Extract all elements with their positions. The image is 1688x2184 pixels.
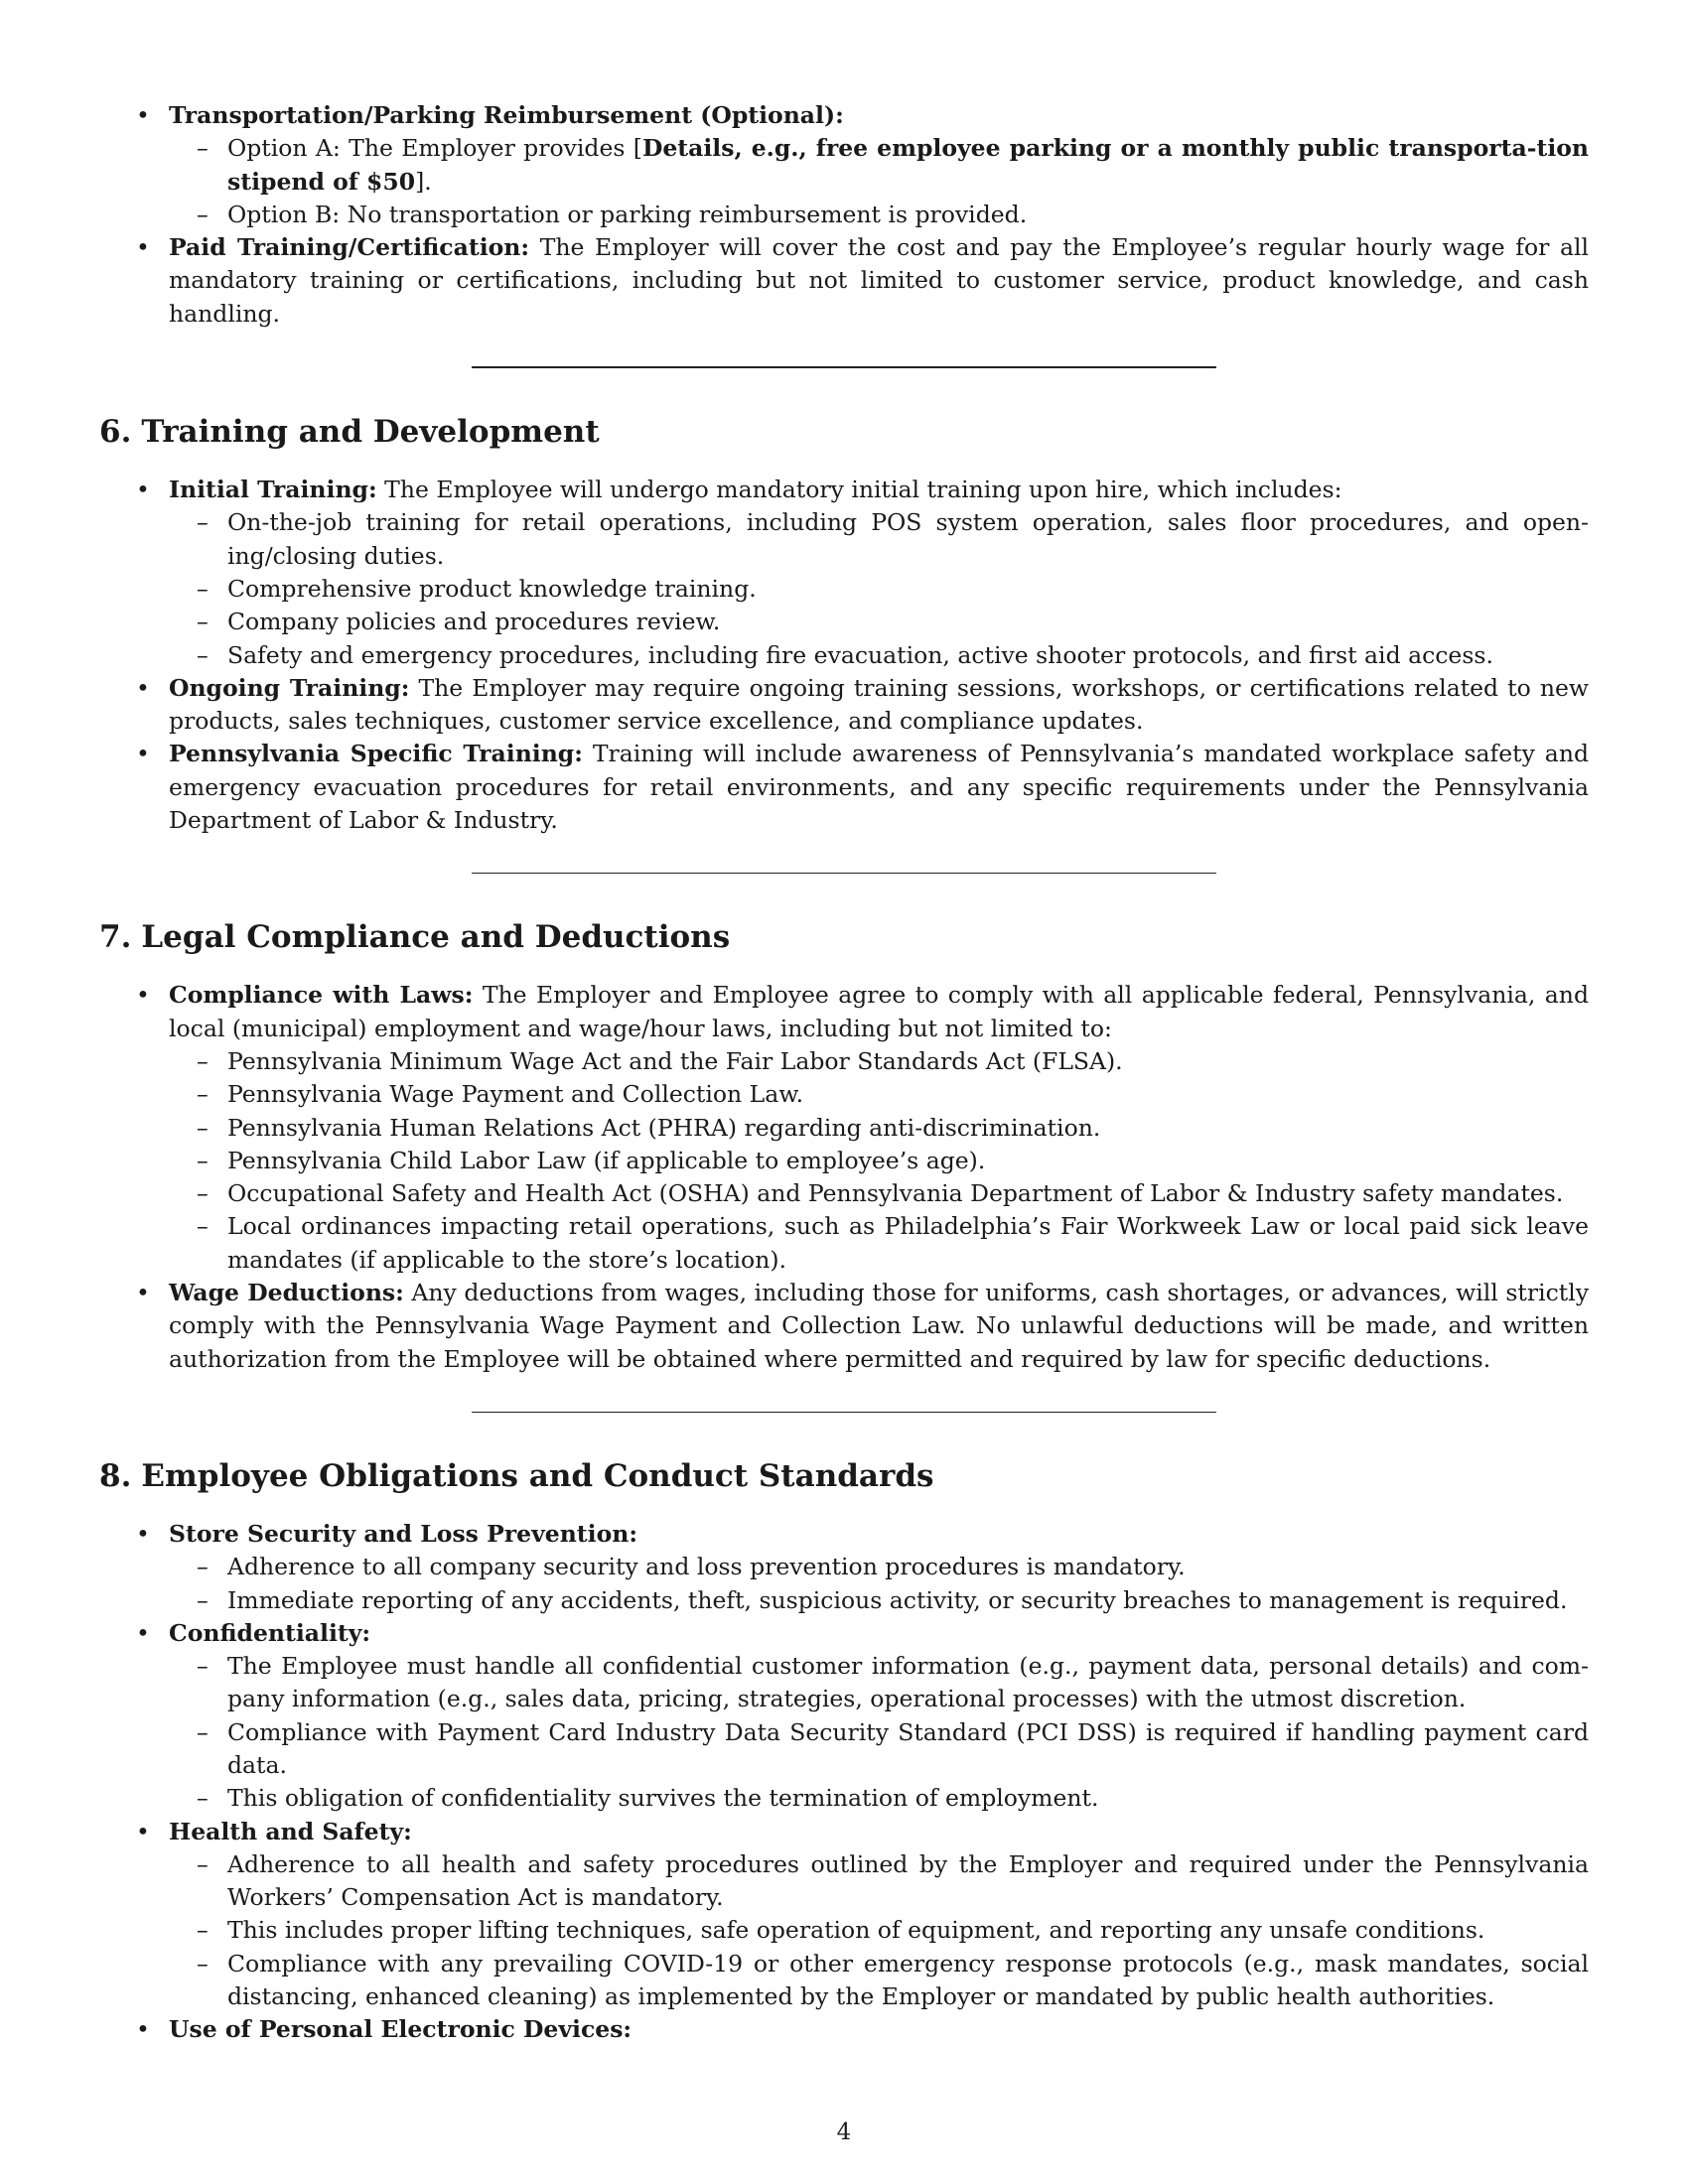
sub-item-text: Pennsylvania Minimum Wage Act and the Fair Labor Standards Act (FLSA). <box>227 1046 1123 1075</box>
sub-list-item <box>169 1948 1589 2014</box>
item-label: Paid Training/Certification: <box>169 233 530 262</box>
dash-icon: – <box>197 640 209 669</box>
list-item <box>99 2013 1589 2046</box>
section-number: 6. <box>99 414 132 451</box>
sub-item-text: Company policies and procedures review. <box>227 608 721 636</box>
sub-list-item <box>169 1782 1589 1815</box>
dash-icon: – <box>197 200 209 228</box>
sub-list <box>169 1045 1589 1277</box>
bullet-icon: • <box>136 1279 150 1307</box>
section-number: 7. <box>99 919 132 956</box>
section-title-text: Employee Obligations and Conduct Standards <box>141 1457 934 1494</box>
sub-list-item <box>169 1848 1589 1915</box>
sub-list-item <box>169 1177 1589 1210</box>
list-item <box>99 1518 1589 1617</box>
section-title <box>99 917 1589 957</box>
item-text: The Employer will cover the cost and pay the Employee’s regular hourly wage for all mandatory training or certifications, including but not limited to customer service, product knowledge, and cash handling. <box>169 233 1589 328</box>
sub-list-item <box>169 199 1589 231</box>
item-text: The Employee will undergo mandatory initial training upon hire, which includes: <box>384 476 1342 504</box>
item-text: The Employer may require ongoing training sessions, workshops, or certifications related to new products, sales techniques, customer service excellence, and compliance updates. <box>169 673 1589 736</box>
section-title <box>99 1456 1589 1496</box>
sub-item-text: Occupational Safety and Health Act (OSHA) and Pennsylvania Department of Labor & Industry safety mandates. <box>227 1179 1564 1208</box>
item-label: Ongoing Training: <box>169 673 410 702</box>
item-label: Transportation/Parking Reimbursement (Optional): <box>169 101 844 129</box>
dash-icon: – <box>197 1652 209 1681</box>
list-item <box>99 231 1589 331</box>
dash-icon: – <box>197 1916 209 1945</box>
bullet-icon: • <box>136 476 150 504</box>
dash-icon: – <box>197 1179 209 1208</box>
section-divider <box>472 873 1216 874</box>
list-item <box>99 1277 1589 1376</box>
sub-item-text: Safety and emergency procedures, including fire evacuation, active shooter protocols, and first aid access. <box>227 640 1493 669</box>
item-text: Any deductions from wages, including those for uniforms, cash shortages, or advances, will strictly comply with the Pennsylvania Wage Payment and Collection Law. No unlawful deductions will be made, and written authorization from the Employee will be obtained where permitted and required by law for specific deductions. <box>169 1279 1589 1373</box>
sub-item-text: Compliance with any prevailing COVID-19 or other emergency response protocols (e.g., mask mandates, social distancing, enhanced cleaning) as implemented by the Employer or mandated by public health authorities. <box>227 1949 1589 2011</box>
section-title-text: Training and Development <box>141 414 600 451</box>
sub-list-item <box>169 1584 1589 1617</box>
placeholder-details: Details, e.g., free employee parking or a monthly public transporta-tion stipend of $50 <box>227 134 1590 196</box>
list-item <box>99 474 1589 672</box>
sub-item-text: This includes proper lifting techniques, safe operation of equipment, and reporting any unsafe conditions. <box>227 1916 1485 1945</box>
dash-icon: – <box>197 508 209 537</box>
dash-icon: – <box>197 1212 209 1241</box>
dash-icon: – <box>197 1080 209 1109</box>
item-label: Initial Training: <box>169 476 377 504</box>
list-item <box>99 979 1589 1277</box>
dash-icon: – <box>197 1784 209 1813</box>
section-divider <box>472 366 1216 368</box>
sub-list <box>169 1551 1589 1617</box>
list-item <box>99 1617 1589 1816</box>
section-number: 8. <box>99 1457 132 1494</box>
item-label: Wage Deductions: <box>169 1279 404 1307</box>
sub-list-item <box>169 1551 1589 1583</box>
sub-list-item <box>169 1914 1589 1947</box>
sub-list <box>169 1848 1589 2013</box>
dash-icon: – <box>197 1146 209 1174</box>
bullet-icon: • <box>136 1817 150 1845</box>
page-number: 4 <box>836 2119 852 2145</box>
sub-item-text: Option B: No transportation or parking reimbursement is provided. <box>227 200 1028 228</box>
sub-item-text: The Employee must handle all confidential customer information (e.g., payment data, personal details) and com-pany information (e.g., sales data, pricing, strategies, operational processes) with the utmost discretion. <box>227 1652 1589 1713</box>
sub-item-text: Pennsylvania Child Labor Law (if applicable to employee’s age). <box>227 1146 986 1174</box>
section-divider <box>472 1412 1216 1413</box>
section-list <box>99 1518 1589 2047</box>
sub-item-text: ]. <box>415 167 432 196</box>
item-text: Training will include awareness of Pennsylvania’s mandated workplace safety and emergency evacuation procedures for retail environments, and any specific requirements under the Pennsylvania Department of Labor & Industry. <box>169 740 1589 835</box>
document-page <box>99 99 1589 2047</box>
sub-item-text: Pennsylvania Human Relations Act (PHRA) regarding anti-discrimination. <box>227 1113 1101 1142</box>
sub-list <box>169 1650 1589 1815</box>
section-list <box>99 474 1589 837</box>
sub-list-item <box>169 506 1589 573</box>
sub-list-item <box>169 1078 1589 1111</box>
item-text: The Employer and Employee agree to comply with all applicable federal, Pennsylvania, and local (municipal) employment and wage/hour laws, including but not limited to: <box>169 981 1589 1042</box>
item-label: Pennsylvania Specific Training: <box>169 740 583 768</box>
sub-list-item <box>169 573 1589 606</box>
sub-list-item <box>169 639 1589 672</box>
item-label: Health and Safety: <box>169 1817 412 1845</box>
sub-list <box>169 506 1589 671</box>
dash-icon: – <box>197 574 209 603</box>
sub-item-text: Pennsylvania Wage Payment and Collection Law. <box>227 1080 804 1109</box>
bullet-icon: • <box>136 1519 150 1548</box>
top-list <box>99 99 1589 331</box>
sub-list-item <box>169 606 1589 638</box>
sub-item-text: Adherence to all health and safety procedures outlined by the Employer and required under the Pennsylvania Workers’ Compensation Act is mandatory. <box>227 1849 1589 1912</box>
sub-item-text: Local ordinances impacting retail operations, such as Philadelphia’s Fair Workweek Law or local paid sick leave mandates (if applicable to the store’s location). <box>227 1212 1589 1274</box>
sub-list-item <box>169 1210 1589 1277</box>
sub-list-item <box>169 1650 1589 1716</box>
dash-icon: – <box>197 608 209 636</box>
dash-icon: – <box>197 1717 209 1746</box>
dash-icon: – <box>197 1585 209 1614</box>
bullet-icon: • <box>136 233 150 262</box>
dash-icon: – <box>197 1849 209 1878</box>
item-label: Compliance with Laws: <box>169 981 474 1010</box>
sub-item-text: Immediate reporting of any accidents, theft, suspicious activity, or security breaches to management is required. <box>227 1585 1568 1614</box>
sub-item-text: Option A: The Employer provides [ <box>227 134 642 163</box>
sub-list-item <box>169 1716 1589 1783</box>
bullet-icon: • <box>136 2015 150 2044</box>
section-title <box>99 412 1589 452</box>
dash-icon: – <box>197 1113 209 1142</box>
dash-icon: – <box>197 134 209 163</box>
sub-list-item <box>169 1045 1589 1078</box>
bullet-icon: • <box>136 740 150 768</box>
item-label: Confidentiality: <box>169 1618 371 1647</box>
sub-list <box>169 132 1589 231</box>
list-item <box>99 99 1589 231</box>
section-list <box>99 979 1589 1376</box>
sub-item-text: Compliance with Payment Card Industry Data Security Standard (PCI DSS) is required if handling payment card data. <box>227 1717 1589 1779</box>
bullet-icon: • <box>136 101 150 129</box>
sub-item-text: Adherence to all company security and loss prevention procedures is mandatory. <box>227 1553 1186 1581</box>
bullet-icon: • <box>136 981 150 1010</box>
section-title-text: Legal Compliance and Deductions <box>141 919 731 956</box>
item-label: Store Security and Loss Prevention: <box>169 1519 638 1548</box>
item-label: Use of Personal Electronic Devices: <box>169 2015 633 2044</box>
dash-icon: – <box>197 1046 209 1075</box>
list-item <box>99 1816 1589 2014</box>
sub-list-item <box>169 132 1589 199</box>
bullet-icon: • <box>136 673 150 702</box>
list-item <box>99 738 1589 837</box>
bullet-icon: • <box>136 1618 150 1647</box>
sub-list-item <box>169 1145 1589 1177</box>
dash-icon: – <box>197 1949 209 1978</box>
sub-list-item <box>169 1112 1589 1145</box>
sub-item-text: Comprehensive product knowledge training. <box>227 574 757 603</box>
list-item <box>99 672 1589 739</box>
dash-icon: – <box>197 1553 209 1581</box>
sub-item-text: On-the-job training for retail operations, including POS system operation, sales floor procedures, and open-ing/closing duties. <box>227 508 1589 570</box>
sub-item-text: This obligation of confidentiality survives the termination of employment. <box>227 1784 1099 1813</box>
